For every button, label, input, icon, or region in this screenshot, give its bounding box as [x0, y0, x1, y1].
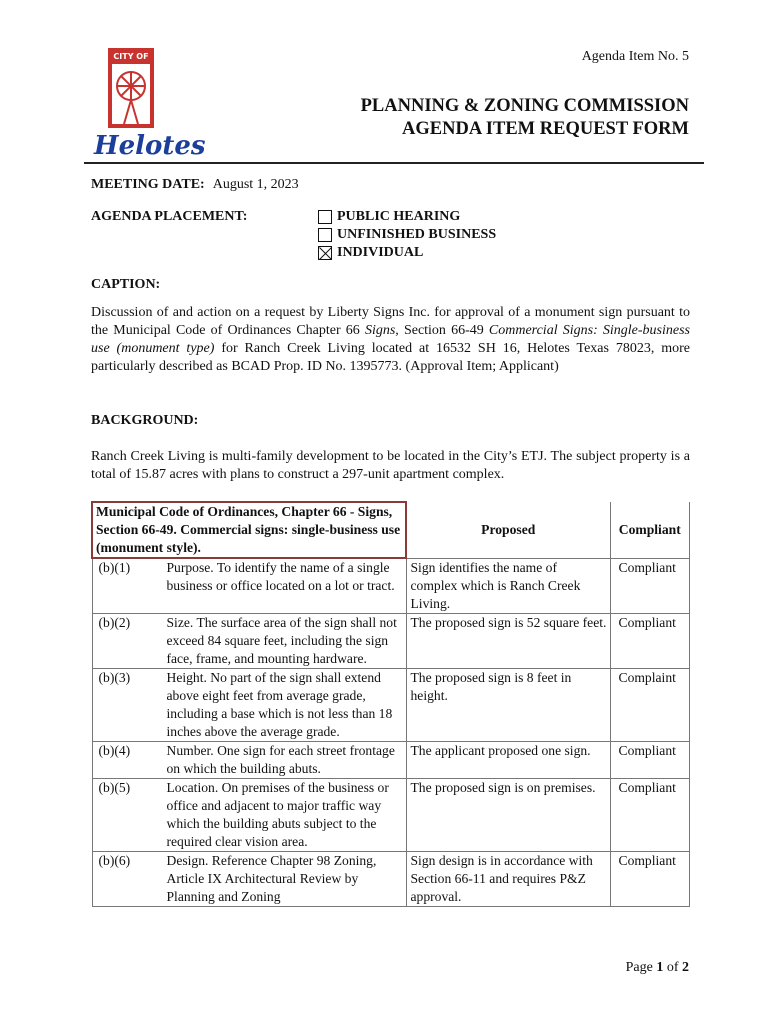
- row-proposed: Sign identifies the name of complex which is Ranch Creek Living.: [406, 558, 610, 613]
- row-id: (b)(5): [92, 778, 164, 851]
- table-row: [92, 741, 690, 778]
- header-proposed: Proposed: [406, 502, 610, 558]
- header-compliant: Compliant: [610, 502, 690, 558]
- agenda-item-number: Agenda Item No. 5: [581, 49, 689, 64]
- header-ordinance: Municipal Code of Ordinances, Chapter 66 - Signs, Section 66-49. Commercial signs: single-business use (monument style).: [92, 502, 406, 558]
- row-proposed: The proposed sign is 8 feet in height.: [406, 668, 610, 741]
- row-rule: Height. No part of the sign shall extend above eight feet from average grade, including a base which is not less than 18 inches above the average grade.: [164, 668, 407, 741]
- row-proposed: The proposed sign is on premises.: [406, 778, 610, 851]
- header-divider: [84, 162, 704, 164]
- table-row: [92, 613, 690, 668]
- background-heading: BACKGROUND:: [91, 413, 199, 428]
- placement-option-individual[interactable]: [318, 244, 496, 262]
- row-rule: Size. The surface area of the sign shall not exceed 84 square feet, including the sign face, frame, and mounting hardware.: [164, 613, 407, 668]
- placement-option-public-hearing[interactable]: [318, 208, 496, 226]
- title-line-2: AGENDA ITEM REQUEST FORM: [402, 119, 689, 139]
- svg-text:Helotes: Helotes: [94, 131, 206, 161]
- table-header-row: [92, 502, 690, 558]
- table-row: [92, 851, 690, 906]
- row-compliant: Compliant: [610, 613, 690, 668]
- table-row: [92, 778, 690, 851]
- row-rule: Design. Reference Chapter 98 Zoning, Article IX Architectural Review by Planning and Zoning: [164, 851, 407, 906]
- checkbox-individual[interactable]: [318, 246, 332, 260]
- meeting-date-label: MEETING DATE:: [91, 177, 205, 192]
- checkbox-unfinished-business[interactable]: [318, 228, 332, 242]
- row-proposed: Sign design is in accordance with Section 66-11 and requires P&Z approval.: [406, 851, 610, 906]
- row-compliant: Complaint: [610, 668, 690, 741]
- caption-heading: CAPTION:: [91, 277, 161, 292]
- row-id: (b)(4): [92, 741, 164, 778]
- agenda-placement-label: AGENDA PLACEMENT:: [91, 209, 248, 224]
- compliance-table: [91, 501, 690, 907]
- row-compliant: Compliant: [610, 778, 690, 851]
- caption-text: Discussion of and action on a request by Liberty Signs Inc. for approval of a monument sign pursuant to the Municipal Code of Ordinances Chapter 66 Signs, Section 66-49 Commercial Signs: Single-business use (monument type) for Ranch Creek Living located at 16532 SH 16, Helotes Texas 78023, more particularly described as BCAD Prop. ID No. 1395773. (Approval Item; Applicant): [91, 305, 690, 374]
- row-compliant: Compliant: [610, 558, 690, 613]
- row-rule: Location. On premises of the business or office and adjacent to major traffic way which the building abuts subject to the required clear vision area.: [164, 778, 407, 851]
- agenda-placement-options: [318, 208, 496, 262]
- row-rule: Purpose. To identify the name of a single business or office located on a lot or tract.: [164, 558, 407, 613]
- row-compliant: Compliant: [610, 741, 690, 778]
- row-id: (b)(1): [92, 558, 164, 613]
- helotes-logo-icon: [92, 42, 206, 161]
- row-id: (b)(2): [92, 613, 164, 668]
- row-id: (b)(3): [92, 668, 164, 741]
- placement-option-label: INDIVIDUAL: [337, 245, 424, 260]
- form-title: [361, 95, 689, 141]
- page-number: Page 1 of 2: [625, 960, 689, 975]
- placement-option-label: PUBLIC HEARING: [337, 209, 461, 224]
- row-rule: Number. One sign for each street frontage on which the building abuts.: [164, 741, 407, 778]
- title-line-1: PLANNING & ZONING COMMISSION: [360, 96, 689, 116]
- row-proposed: The applicant proposed one sign.: [406, 741, 610, 778]
- checkbox-public-hearing[interactable]: [318, 210, 332, 224]
- placement-option-label: UNFINISHED BUSINESS: [337, 227, 497, 242]
- meeting-date-value: August 1, 2023: [212, 177, 299, 192]
- table-row: [92, 668, 690, 741]
- svg-text:CITY OF: CITY OF: [113, 52, 149, 61]
- row-id: (b)(6): [92, 851, 164, 906]
- city-logo: [92, 42, 206, 161]
- background-text: Ranch Creek Living is multi-family development to be located in the City’s ETJ. The subject property is a total of 15.87 acres with plans to construct a 297-unit apartment complex.: [91, 449, 690, 482]
- placement-option-unfinished-business[interactable]: [318, 226, 496, 244]
- row-compliant: Compliant: [610, 851, 690, 906]
- meeting-date: [91, 177, 299, 193]
- row-proposed: The proposed sign is 52 square feet.: [406, 613, 610, 668]
- table-row: [92, 558, 690, 613]
